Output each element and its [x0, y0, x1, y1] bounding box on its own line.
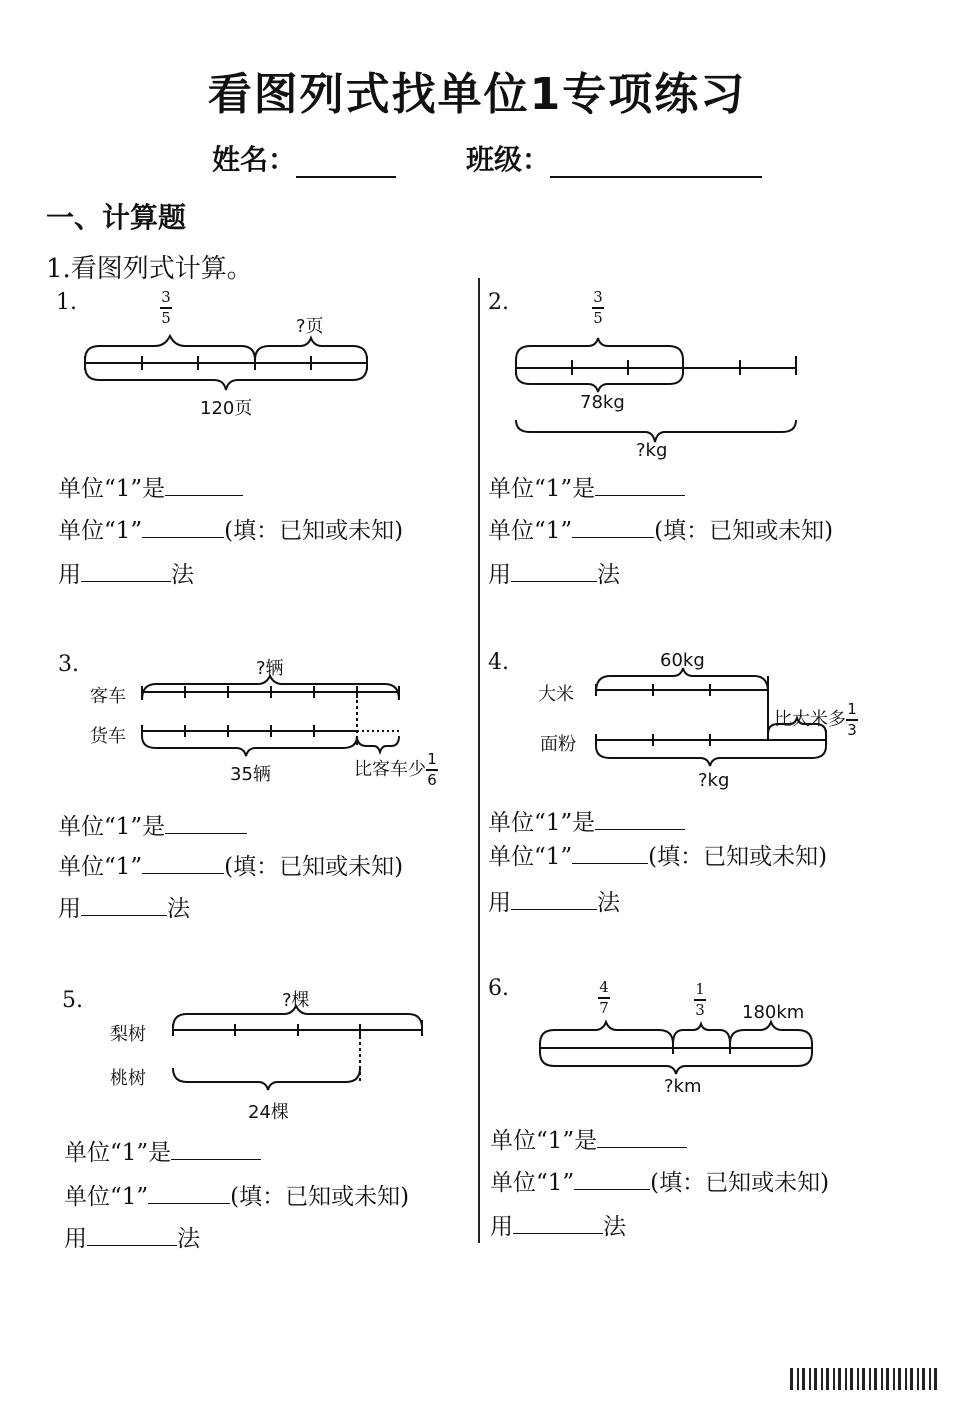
problem-3-line-1: 单位“1”是 — [58, 808, 247, 841]
problem-5-row1-label: 梨树 — [110, 1024, 146, 1045]
problem-5-number: 5. — [62, 988, 83, 1013]
problem-3-number: 3. — [58, 652, 79, 677]
question-heading: 1.看图列式计算。 — [46, 254, 253, 284]
problem-4-line-1: 单位“1”是 — [488, 804, 685, 837]
problem-1-top-label: ?页 — [296, 316, 324, 337]
problem-3-row2-label: 货车 — [90, 726, 126, 747]
problem-4-row1-label: 大米 — [538, 684, 574, 705]
problem-3-compare-label: 比客车少 $\frac{1}{6}$ — [354, 750, 437, 789]
problem-5-bottom-label: 24棵 — [248, 1102, 289, 1123]
problem-2-line-2: 单位“1” (填：已知或未知) — [488, 518, 834, 544]
problem-2-total-label: ?kg — [636, 440, 668, 461]
problem-3-bottom-label: 35辆 — [230, 764, 271, 785]
problem-6-seg3-label: 180km — [742, 1002, 805, 1023]
problem-2-fraction: $\frac{3}{5}$ — [593, 288, 603, 327]
problem-2-number: 2. — [488, 290, 509, 315]
problem-6-fraction-1: $\frac{4}{7}$ — [599, 978, 609, 1017]
problem-1-bottom-label: 120页 — [200, 398, 253, 419]
problem-2-line-1: 单位“1”是 — [488, 470, 685, 503]
problem-6-total-label: ?km — [664, 1076, 702, 1097]
problem-4-compare-label: 比大米多 $\frac{1}{3}$ — [774, 700, 857, 739]
problem-2-line-3: 用 法 — [488, 562, 620, 588]
blank[interactable] — [574, 1169, 650, 1190]
page-title: 看图列式找单位1专项练习 — [207, 69, 747, 120]
problem-1-line-1: 单位“1”是 — [58, 470, 243, 503]
problem-5-line-1: 单位“1”是 — [64, 1134, 261, 1167]
problem-5-top-label: ?棵 — [282, 990, 310, 1011]
section-heading: 一、计算题 — [46, 201, 187, 234]
problem-6-number: 6. — [488, 976, 509, 1001]
problem-4-row2-label: 面粉 — [540, 734, 576, 755]
problem-5-line-3: 用 法 — [64, 1226, 200, 1252]
problem-4-line-2: 单位“1” (填：已知或未知) — [488, 844, 828, 870]
scan-watermark-graphic — [790, 1368, 940, 1390]
blank[interactable] — [597, 1127, 687, 1148]
name-label: 姓名： — [212, 143, 297, 176]
problem-4-number: 4. — [488, 650, 509, 675]
problem-4-top-label: 60kg — [660, 650, 705, 671]
problem-3-top-label: ?辆 — [256, 658, 284, 679]
problem-1-number: 1. — [56, 290, 77, 315]
problem-1-line-3: 用 法 — [58, 562, 194, 588]
problem-4-bottom-label: ?kg — [698, 770, 730, 791]
problem-5-line-2: 单位“1” (填：已知或未知) — [64, 1184, 410, 1210]
class-label: 班级： — [466, 143, 551, 176]
problem-6-line-1: 单位“1”是 — [490, 1122, 687, 1155]
problem-6-fraction-2: $\frac{1}{3}$ — [695, 980, 705, 1019]
problem-4-line-3: 用 法 — [488, 890, 620, 916]
problem-5-row2-label: 桃树 — [110, 1068, 146, 1089]
problem-3-row1-label: 客车 — [90, 686, 126, 707]
blank[interactable] — [513, 1213, 603, 1234]
problem-2-bottom-label: 78kg — [580, 392, 625, 413]
problem-6-line-2: 单位“1” (填：已知或未知) — [490, 1170, 830, 1196]
problem-1-fraction: $\frac{3}{5}$ — [161, 288, 171, 327]
problem-3-line-3: 用 法 — [58, 896, 190, 922]
problem-3-line-2: 单位“1” (填：已知或未知) — [58, 854, 404, 880]
problem-6-line-3: 用 法 — [490, 1214, 626, 1240]
problem-1-line-2: 单位“1” (填：已知或未知) — [58, 518, 404, 544]
